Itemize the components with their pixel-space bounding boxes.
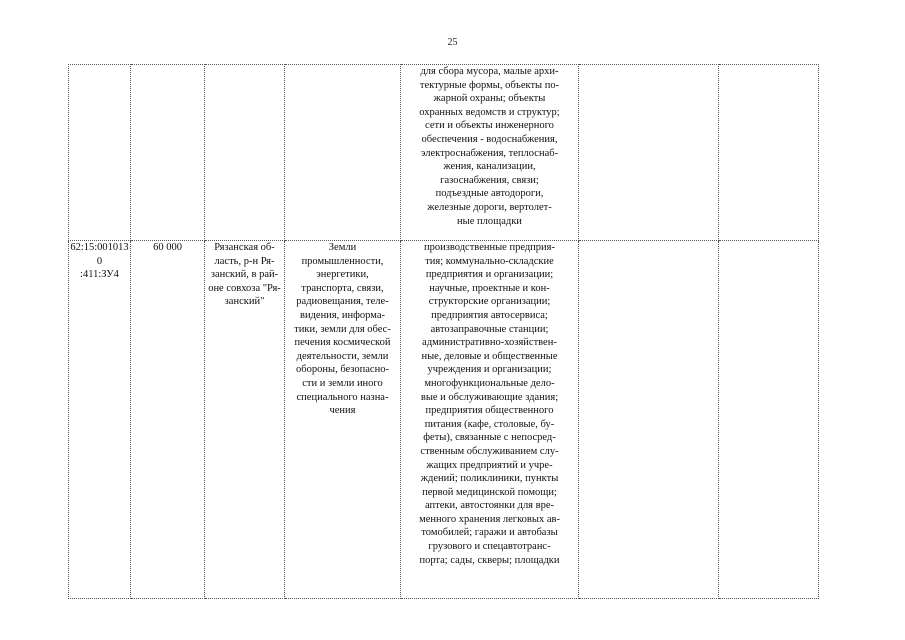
- text-line: структорские организации;: [428, 296, 551, 308]
- text-line: 0: [96, 255, 103, 267]
- empty-cell: [579, 65, 719, 241]
- text-line: Земли: [328, 242, 357, 253]
- text-line: предприятия и организации;: [425, 269, 554, 281]
- text-line: газоснабжения, связи;: [440, 174, 539, 186]
- text-line: специального назна-: [296, 391, 389, 403]
- text-line: обороны, безопасно-: [296, 364, 389, 376]
- text-line: тектурные формы, объекты по-: [419, 79, 560, 91]
- text-line: ственным обслуживанием слу-: [420, 445, 559, 457]
- text-line: электроснабжения, теплоснаб-: [420, 147, 559, 159]
- empty-cell: [719, 65, 819, 241]
- text-line: энергетики,: [316, 269, 369, 281]
- text-line: обеспечения - водоснабжения,: [421, 133, 558, 145]
- text-line: тики, земли для обес-: [294, 323, 391, 335]
- land-plots-table: [68, 64, 819, 599]
- text-line: 62:15:001013: [70, 242, 129, 253]
- text-line: грузового и спецавтотранс-: [428, 541, 551, 553]
- text-line: учреждения и организации;: [427, 364, 552, 376]
- text-line: производственные предприя-: [424, 242, 555, 253]
- area-cell: 60 000: [131, 241, 205, 599]
- text-line: предприятия автосервиса;: [431, 309, 548, 321]
- text-line: Рязанская об-: [214, 242, 275, 253]
- cadastral-cell: [69, 65, 131, 241]
- text-line: первой медицинской помощи;: [422, 486, 557, 498]
- location-cell: [205, 241, 285, 599]
- text-line: автозаправочные станции;: [430, 323, 549, 335]
- text-line: феты), связанные с непосред-: [423, 432, 556, 444]
- text-line: многофункциональные дело-: [424, 377, 555, 389]
- text-line: железные дороги, вертолет-: [427, 201, 552, 213]
- text-line: для сбора мусора, малые архи-: [420, 66, 559, 77]
- text-line: чения: [329, 405, 356, 417]
- empty-cell: [579, 241, 719, 599]
- text-line: тия; коммунально-складские: [425, 255, 554, 267]
- permitted-use-cell: [401, 241, 579, 599]
- text-line: жарной охраны; объекты: [433, 93, 546, 105]
- text-line: административно-хозяйствен-: [422, 337, 557, 349]
- page-number: 25: [447, 37, 458, 48]
- empty-cell: [719, 241, 819, 599]
- text-line: подъездные автодороги,: [435, 188, 544, 200]
- text-line: занский, в рай-: [210, 269, 279, 281]
- category-cell: [285, 65, 401, 241]
- text-line: аптеки, автостоянки для вре-: [424, 500, 555, 512]
- text-line: :411:ЗУ4: [80, 269, 119, 281]
- category-cell: [285, 241, 401, 599]
- area-cell: [131, 65, 205, 241]
- text-line: ные, деловые и общественные: [421, 350, 558, 362]
- text-line: жащих предприятий и учре-: [426, 459, 553, 471]
- text-line: сети и объекты инженерного: [425, 120, 554, 132]
- text-line: транспорта, связи,: [301, 282, 384, 294]
- text-line: сти и земли иного: [302, 377, 383, 389]
- text-line: порта; сады, скверы; площадки: [419, 554, 560, 566]
- location-cell: [205, 65, 285, 241]
- text-line: ждений; поликлиники, пункты: [420, 473, 559, 485]
- text-line: промышленности,: [301, 255, 384, 267]
- text-line: видения, информа-: [299, 309, 385, 321]
- text-line: охранных ведомств и структур;: [419, 106, 560, 118]
- text-line: радиовещания, теле-: [296, 296, 389, 308]
- text-line: вые и обслуживающие здания;: [420, 391, 559, 403]
- permitted-use-cell: [401, 65, 579, 241]
- text-line: деятельности, земли: [296, 350, 389, 362]
- text-line: предприятия общественного: [425, 405, 554, 417]
- text-line: ласть, р-н Ря-: [214, 255, 275, 267]
- text-line: томобилей; гаражи и автобазы: [421, 527, 558, 539]
- text-line: менного хранения легковых ав-: [419, 513, 560, 525]
- text-line: занский": [224, 296, 265, 308]
- text-line: научные, проектные и кон-: [429, 282, 550, 294]
- table-row: [69, 65, 819, 241]
- text-line: оне совхоза "Ря-: [208, 282, 281, 294]
- text-line: питания (кафе, столовые, бу-: [424, 418, 555, 430]
- text-line: ные площадки: [457, 215, 522, 227]
- text-line: печения космической: [294, 337, 391, 349]
- text-line: жения, канализации,: [443, 161, 536, 173]
- table-row: [69, 241, 819, 599]
- cadastral-cell: [69, 241, 131, 599]
